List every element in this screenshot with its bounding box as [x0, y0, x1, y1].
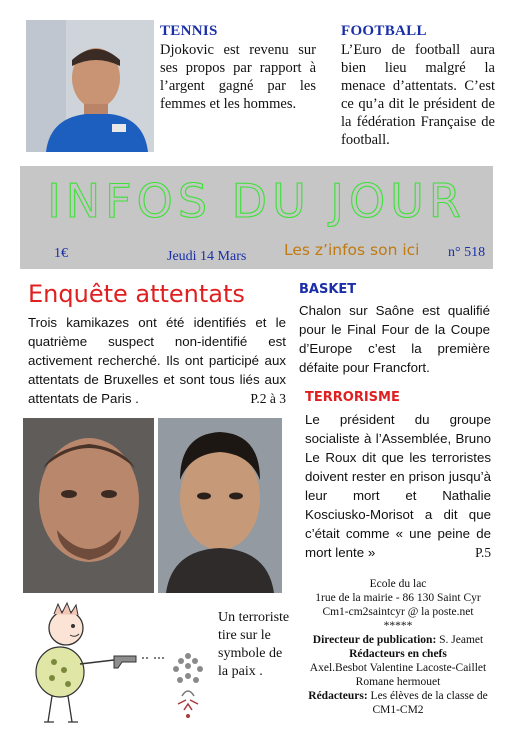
director-line	[300, 633, 496, 647]
issue-price: 1€	[54, 246, 68, 261]
tennis-section-title: TENNIS	[160, 23, 218, 39]
cartoon-caption: Un terroriste tire sur le symbole de la paix .	[218, 610, 290, 679]
basket-section-title: BASKET	[299, 282, 357, 297]
terrorist-peace-symbol-cartoon	[18, 600, 218, 730]
enquete-article	[28, 313, 286, 408]
suspect-right-portrait	[158, 418, 282, 593]
terrorisme-page-ref: P.5	[475, 545, 491, 560]
suspect-photo-right	[158, 418, 282, 593]
issue-date: Jeudi 14 Mars	[167, 249, 247, 264]
basket-article-text: Chalon sur Saône est qualifié pour le Final Four de la Coupe d’Europe c’est la première défaite pour Francfort.	[299, 303, 490, 375]
suspect-left-portrait	[23, 418, 154, 593]
separator-stars: *****	[383, 620, 413, 632]
terrorisme-article	[305, 410, 491, 562]
football-article-text: L’Euro de football aura bien lieu malgré la menace d’attentats. C’est ce qu’a dit le président de la fédération Française de football.	[341, 42, 495, 148]
colophon	[300, 577, 496, 717]
cartoon-drawing	[18, 600, 218, 730]
editors-names: Les élèves de la classe de CM1-CM2	[370, 690, 488, 716]
editors-label: Rédacteurs:	[308, 690, 368, 702]
tennis-article-text: Djokovic est revenu sur ses propos par rapport à l’argent gagné par les femmes et les hommes.	[160, 42, 316, 112]
chief-editors-names: Axel.Besbot Valentine Lacoste-Caillet Romane hermouet	[309, 662, 487, 688]
terrorisme-article-text: Le président du groupe socialiste à l’Assemblée, Bruno Le Roux dit que les terroristes doivent rester en prison jusqu’à leur mort et Nathalie Kosciusko-Morisot a dit que c’était comme « une peine de mort lente »	[305, 412, 491, 560]
football-section-title: FOOTBALL	[341, 23, 427, 39]
enquete-article-text: Trois kamikazes ont été identifiés et le quatrième suspect non-identifié est activement recherché. Ils ont participé aux attentats de Bruxelles et sont tous liés aux attentats de Paris .	[28, 315, 286, 406]
contact-email: Cm1-cm2saintcyr @ la poste.net	[322, 606, 474, 618]
enquete-page-ref: P.2 à 3	[250, 391, 286, 406]
chief-editors-label: Rédacteurs en chefs	[349, 648, 447, 660]
masthead-banner	[20, 166, 493, 269]
djokovic-photo	[26, 20, 154, 152]
school-name: Ecole du lac	[369, 578, 427, 590]
masthead-title: INFOS DU JOUR	[47, 174, 466, 228]
suspect-photo-left	[23, 418, 154, 593]
enquete-headline: Enquête attentats	[28, 280, 245, 308]
djokovic-portrait-illustration	[26, 20, 154, 152]
editors-line	[300, 689, 496, 717]
school-address: 1rue de la mairie - 86 130 Saint Cyr	[315, 592, 481, 604]
masthead-slogan: Les z’infos son ici	[284, 241, 420, 259]
director-name: S. Jeamet	[439, 634, 484, 646]
terrorisme-section-title: TERRORISME	[305, 390, 400, 405]
director-label: Directeur de publication:	[312, 634, 437, 646]
issue-number: n° 518	[448, 245, 486, 260]
